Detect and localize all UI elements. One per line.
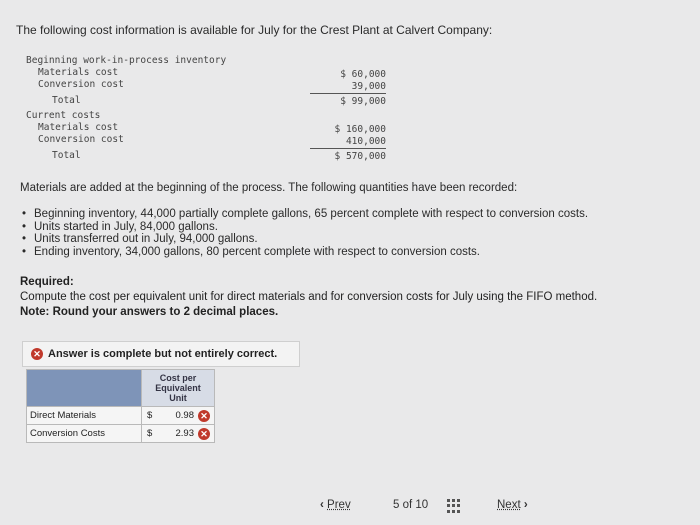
answer-header [142,370,215,407]
currency-symbol: $ [147,410,153,421]
current-costs-header: Current costs [26,110,101,121]
required-heading: Required: [20,276,74,288]
answer-table [26,369,215,443]
conversion-costs-value: 2.93 [175,428,194,439]
next-label: Next [497,499,521,511]
direct-materials-value: 0.98 [175,410,194,421]
x-circle-icon: ✕ [198,428,210,440]
current-total-amount: $ 570,000 [334,151,386,162]
cost-information-table [26,55,386,170]
current-total-label: Total [52,150,81,161]
list-item: • Beginning inventory, 44,000 partially complete gallons, 65 percent complete with respect to conversion costs. [22,208,588,221]
answer-header-blank [27,370,142,407]
current-conversion-label: Conversion cost [38,134,124,145]
answer-header-row [27,370,215,407]
next-button[interactable] [497,499,528,511]
conversion-costs-input[interactable] [142,425,215,443]
prev-label: Prev [327,499,351,511]
current-total-rule [310,148,386,149]
direct-materials-label: Direct Materials [27,407,142,425]
beginning-materials-amount: $ 60,000 [340,69,386,80]
answer-header-line: Equivalent [155,383,201,393]
result-banner [22,341,300,367]
intro-text: The following cost information is available for July for the Crest Plant at Calvert Company: [16,23,493,37]
beginning-total-rule [310,93,386,94]
beginning-wip-header: Beginning work-in-process inventory [26,55,227,66]
beginning-conversion-label: Conversion cost [38,79,124,90]
currency-symbol: $ [147,428,153,439]
current-materials-label: Materials cost [38,122,119,133]
x-circle-icon: ✕ [31,348,43,360]
x-circle-icon: ✕ [198,410,210,422]
current-materials-amount: $ 160,000 [334,124,386,135]
result-banner-text: Answer is complete but not entirely correct. [48,348,278,360]
answer-header-line: Unit [169,393,187,403]
quantities-list [22,208,588,258]
beginning-materials-label: Materials cost [38,67,119,78]
grid-icon[interactable] [447,499,461,513]
list-item: • Units transferred out in July, 94,000 gallons. [22,233,588,246]
table-row [27,425,215,443]
table-row [27,407,215,425]
chevron-left-icon: ‹ [320,499,324,511]
page-indicator: 5 of 10 [393,499,429,511]
beginning-conversion-amount: 39,000 [351,81,386,92]
direct-materials-input[interactable] [142,407,215,425]
required-text: Compute the cost per equivalent unit for direct materials and for conversion costs for July using the FIFO method. [20,291,598,303]
list-item: • Ending inventory, 34,000 gallons, 80 percent complete with respect to conversion costs. [22,246,588,259]
rounding-note: Note: Round your answers to 2 decimal places. [20,306,279,318]
chevron-right-icon: › [523,499,528,511]
materials-note: Materials are added at the beginning of the process. The following quantities have been recorded: [20,182,518,194]
list-item: • Units started in July, 84,000 gallons. [22,221,588,234]
answer-header-line: Cost per [159,373,197,383]
beginning-total-label: Total [52,95,81,106]
current-conversion-amount: 410,000 [345,136,386,147]
beginning-total-amount: $ 99,000 [340,96,386,107]
prev-button[interactable] [320,499,351,511]
conversion-costs-label: Conversion Costs [27,425,142,443]
